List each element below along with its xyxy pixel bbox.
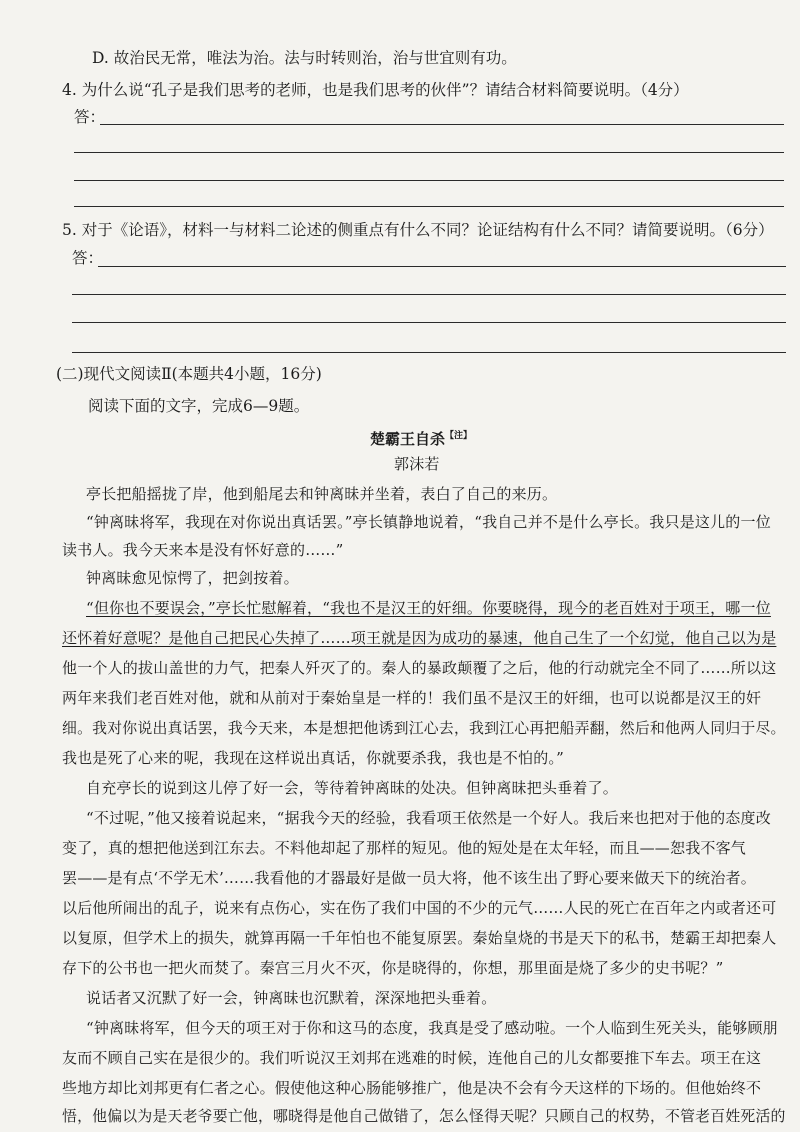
section-heading: (二)现代文阅读Ⅱ(本题共4小题，16分) (56, 365, 322, 383)
article-line: 亭长把船摇拢了岸，他到船尾去和钟离昧并坐着，表白了自己的来历。 (86, 485, 558, 503)
answer-line[interactable] (72, 322, 786, 323)
article-line: “钟离昧将军，但今天的项王对于你和这马的态度，我真是受了感动啦。一个人临到生死关头，能够顾朋 (86, 1019, 778, 1037)
article-line-underlined: 还怀着好意呢？是他自己把民心失掉了……项王就是因为成功的暴速，他自己生了一个幻觉，他自己以为是 (62, 629, 777, 647)
option-d: D. 故治民无常，唯法为治。法与时转则治，治与世宜则有功。 (92, 49, 517, 67)
answer-line[interactable] (72, 352, 786, 353)
article-line: 些地方却比刘邦更有仁者之心。假使他这种心肠能够推广，他是决不会有今天这样的下场的。但他始终不 (62, 1079, 762, 1097)
question-4-answer-label: 答： (74, 108, 106, 126)
article-author: 郭沫若 (394, 455, 440, 473)
article-line: 读书人。我今天来本是没有怀好意的……” (62, 541, 344, 559)
question-4: 4. 为什么说“孔子是我们思考的老师，也是我们思考的伙伴”？请结合材料简要说明。（4分） (62, 81, 689, 99)
article-line: 存下的公书也一把火而焚了。秦宫三月火不灭，你是晓得的，你想，那里面是烧了多少的史书呢？” (62, 959, 724, 977)
answer-line[interactable] (74, 152, 784, 153)
article-line: 我也是死了心来的呢，我现在这样说出真话，你就要杀我，我也是不怕的。” (62, 749, 564, 767)
article-title-text: 楚霸王自杀 (370, 430, 446, 448)
article-line: “不过呢，”他又接着说起来，“据我今天的经验，我看项王依然是一个好人。我后来也把对于他的态度改 (86, 809, 771, 827)
article-line: 以后他所闹出的乱子，说来有点伤心，实在伤了我们中国的不少的元气……人民的死亡在百年之内或者还可 (62, 899, 777, 917)
article-line: 细。我对你说出真话罢，我今天来，本是想把他诱到江心去，我到江心再把船弄翻，然后和他两人同归于尽。 (62, 719, 786, 737)
answer-line[interactable] (72, 294, 786, 295)
article-note-mark: 【注】 (445, 431, 473, 441)
section-instruction: 阅读下面的文字，完成6—9题。 (88, 397, 310, 415)
article-line: 友而不顾自己实在是很少的。我们听说汉王刘邦在逃难的时候，连他自己的儿女都要推下车去。项王在这 (62, 1049, 762, 1067)
article-line: “钟离昧将军，我现在对你说出真话罢。”亭长镇静地说着，“我自己并不是什么亭长。我只是这儿的一位 (86, 513, 771, 531)
article-line: 钟离昧愈见惊愕了，把剑按着。 (86, 569, 299, 587)
article-line: 以复原，但学术上的损失，就算再隔一千年怕也不能复原罢。秦始皇烧的书是天下的私书，楚霸王却把秦人 (62, 929, 777, 947)
article-line: 说话者又沉默了好一会，钟离昧也沉默着，深深地把头垂着。 (86, 989, 497, 1007)
article-line-underlined: “但你也不要误会，”亭长忙慰解着，“我也不是汉王的奸细。你要晓得，现今的老百姓对于项王，哪一位 (86, 599, 771, 617)
answer-line[interactable] (74, 180, 784, 181)
question-5: 5. 对于《论语》，材料一与材料二论述的侧重点有什么不同？论证结构有什么不同？请简要说明。（6分） (62, 221, 774, 239)
article-title (370, 426, 472, 449)
article-line: 变了，真的想把他送到江东去。不料他却起了那样的短见。他的短处是在太年轻，而且——恕我不客气 (62, 839, 747, 857)
question-5-answer-label: 答： (72, 249, 104, 267)
article-line: 悟，他偏以为是天老爷要亡他，哪晓得是他自己做错了，怎么怪得天呢？只顾自己的权势，不管老百姓死活的 (62, 1107, 786, 1125)
article-line: 自充亭长的说到这儿停了好一会，等待着钟离昧的处决。但钟离昧把头垂着了。 (86, 779, 619, 797)
answer-line[interactable] (100, 124, 784, 125)
answer-line[interactable] (98, 266, 786, 267)
answer-line[interactable] (74, 206, 784, 207)
article-line: 他一个人的拔山盖世的力气，把秦人歼灭了的。秦人的暴政颠覆了之后，他的行动就完全不同了……所以这 (62, 659, 777, 677)
article-line: 两年来我们老百姓对他，就和从前对于秦始皇是一样的！我们虽不是汉王的奸细，也可以说都是汉王的奸 (62, 689, 762, 707)
article-line: 罢——是有点‘不学无术’……我看他的才器最好是做一员大将，他不该生出了野心要来做天下的统治者。 (62, 869, 756, 887)
